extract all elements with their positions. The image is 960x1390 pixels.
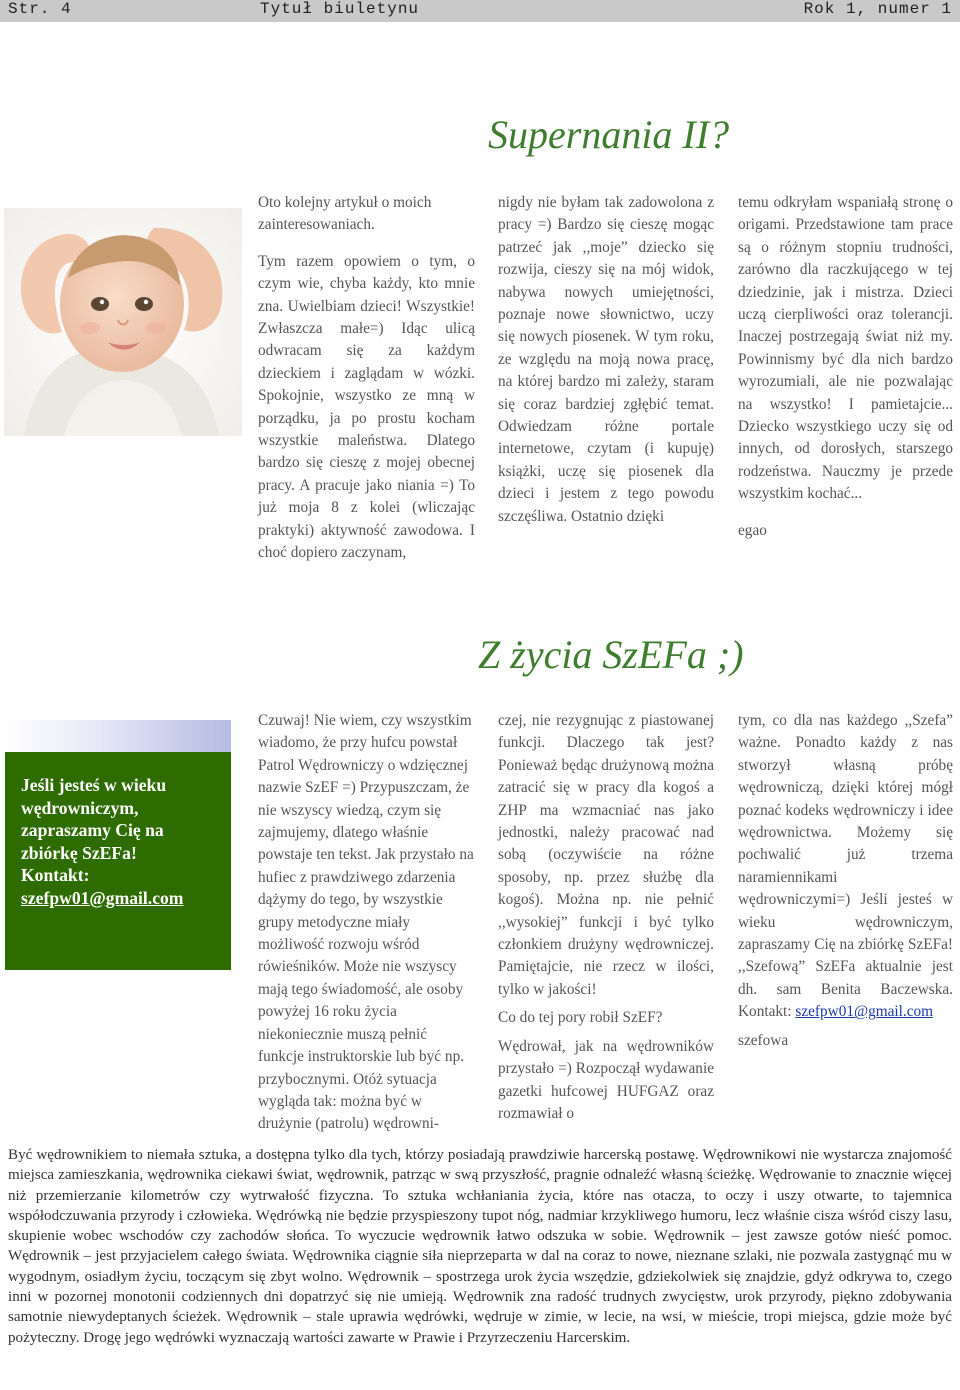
article1-column-1	[258, 192, 475, 569]
article2-question: Co do tej pory robił SzEF?	[498, 1009, 663, 1027]
article1-column-2	[498, 192, 714, 532]
baby-photo	[4, 208, 242, 436]
article2-body-4-text: tym, co dla nas każdego ,,Szefa” ważne. Ponadto każdy z nas stworzył własną próbę wędrowniczą, dzięki której mógł poznać kodeks wędrowniczy i idee wędrownictwa. Możemy się pochwalić już trzema naramiennikami wędrowniczymi=) Jeśli jesteś w wieku wędrowniczym, zapraszamy Cię na zbiórkę SzEFa! ,,Szefową” SzEFa aktualnie jest dh. sam Benita Baczewska. Kontakt:	[738, 712, 953, 1021]
article1-column-3	[738, 192, 953, 546]
article2-signature: szefowa	[738, 1031, 789, 1049]
article2-body-4	[738, 710, 953, 1024]
article1-intro: Oto kolejny artykuł o moich zainteresowaniach.	[258, 194, 432, 234]
article-title-supernania: Supernania II?	[488, 112, 730, 157]
page-header	[0, 0, 960, 22]
article1-body-3: temu odkryłam wspaniałą stronę o origami. Przedstawione tam prace są o różnym stopniu trudności, zarówno dla raczkującego w tej dziedzinie, jak i mistrza. Dzieci uczą cierpliwości oraz tolerancji. Inaczej postrzegają świat niż my. Powinnismy być dla nich bardzo wyrozumiali, ale nie pozwalając na wszystko! I pamietajcie... Dziecko wszystkiego uczy się od innych, od dorosłych, starszego rodzeństwa. Nauczmy je przede wszystkim kochać...	[738, 194, 953, 503]
sidebar-email-link[interactable]: szefpw01@gmail.com	[21, 887, 184, 908]
sidebar-callout	[5, 752, 231, 970]
article2-body-2: czej, nie rezygnując z piastowanej funkcji. Dlaczego tak jest? Ponieważ będąc drużynową można zatracić się w pracy dla kogoś a ZHP ma wzmacniać nas jako jednostki, należy pracować nad sobą (oczywiście na różne sposoby, np. przez służbę dla kogoś). Można np. nie pełnić ,,wysokiej” funkcji i być tylko członkiem drużyny wędrowniczej. Pamiętajcie, nie rzecz w ilości, tylko w jakości!	[498, 712, 714, 998]
sidebar-gradient-bar	[5, 720, 231, 752]
bottom-essay: Być wędrownikiem to niemała sztuka, a dostępna tylko dla tych, którzy posiadają prawdziwie harcerską postawę. Wędrownikowi nie wystarcza znajomość miejsca zamieszkania, wędrownika ciekawi świat, wędrownik, patrząc w swą przyszłość, pragnie odnaleźć własną ścieżkę. Wędrowanie to znacznie więcej niż przemierzanie kilometrów czy wytrwałość fizyczna. To sztuka wchłaniania życia, które nas otacza, to oczy i uszy otwarte, to tajemnica współodczuwania przyrody i człowieka. Wędrówką nie będzie przyspieszony tupot nóg, nadmiar krzykliwego humoru, lecz właśnie cisza wśród ciszy lasu, skupienie wobec wschodów czy zachodów słońca. To wyczucie wędrownik łatwo odszuka w sobie. Wędrownik – jest zawsze gotów nieść pomoc. Wędrownik – jest przyjacielem całego świata. Wędrownika ciągnie siła nieprzeparta w dal na coraz to nowe, nieznane szlaki, nie pozwala zastygnąć mu w wygodnym, osiadłym życiu, toczącym się zbyt wolno. Wędrownik – spostrzega urok życia wszędzie, gdziekolwiek się znajdzie, gdyż odkrywa to, czego inni w pozornej monotonii codziennych dni dopatrzyć się nie umieją. Wędrownik zna radość trudnych zwycięstw, urok przyrody, piękno zdobywania samotnie niewydeptanych ścieżek. Wędrownik – stale uprawia wędrówki, wędruje w zimie, w lecie, na wsi, w mieście, tropi miejsca, gdzie może być pożyteczny. Drogę jego wędrówki wyznaczają wartości zawarte w Prawie i Przyrzeczeniu Harcerskim.	[8, 1147, 952, 1346]
article1-signature: egao	[738, 521, 767, 539]
sidebar-invitation: Jeśli jesteś w wieku wędrowniczym, zapraszamy Cię na zbiórkę SzEFa!	[21, 775, 167, 863]
article-title-szefa: Z życia SzEFa ;)	[478, 632, 744, 677]
sidebar-contact-label: Kontakt:	[21, 865, 90, 886]
page-number: Str. 4	[8, 0, 72, 18]
issue-label: Rok 1, numer 1	[803, 0, 952, 18]
article2-body-3: Wędrował, jak na wędrowników przystało =) Rozpoczął wydawanie gazetki hufcowej HUFGAZ oraz rozmawiał o	[498, 1037, 714, 1122]
article2-column-3	[738, 710, 953, 1056]
article1-body-1: Tym razem opowiem o tym, o czym wie, chyba każdy, kto mnie zna. Uwielbiam dzieci! Wszystkie! Zwłaszcza małe=) Idąc ulicą odwracam się za każdym dzieckiem i zaglądam w wózki. Spokojnie, wszystko ze mną w porządku, ja po prostu kocham wszystkie maleństwa. Dlatego bardzo się cieszę z mojej obecnej pracy. A pracuje jako niania =) To już moja 8 z kolei (wliczając praktyki) aktywność zawodowa. I choć dopiero zaczynam,	[258, 252, 475, 562]
article2-email-link[interactable]: szefpw01@gmail.com	[795, 1003, 934, 1021]
article2-body-1: Czuwaj! Nie wiem, czy wszystkim wiadomo, że przy hufcu powstał Patrol Wędrowniczy o wdzięcznej nazwie SzEF =) Przypuszczam, że nie wszyscy wiedzą, czym się zajmujemy, dlatego właśnie powstaje ten tekst. Jak przystało na hufiec z prawdziwego zdarzenia dążymy do tego, by wszystkie grupy metodyczne miały możliwość rozwoju wśród rówieśników. Może nie wszyscy mają tego świadomość, ale osoby powyżej 16 roku życia niekoniecznie muszą pełnić funkcje instruktorskie lub być np. przybocznymi. Otóż sytuacja wygląda tak: można być w drużynie (patrolu) wędrowni-	[258, 712, 474, 1133]
article1-body-2: nigdy nie byłam tak zadowolona z pracy =) Bardzo się cieszę mogąc patrzeć jak ,,moje” dziecko się rozwija, cieszy się na mój widok, nabywa nowych umiejętności, poznaje nowe słownictwo, uczy się nowych piosenek. W tym roku, ze względu na moją nowa pracę, na której bardzo mi zależy, staram się coraz bardziej zgłębić temat. Odwiedzam różne portale internetowe, czytam (i kupuję) książki, uczę się piosenek dla dzieci i jestem z tego powodu szczęśliwa. Ostatnio dzięki	[498, 194, 714, 525]
article2-column-1	[258, 710, 475, 1140]
newsletter-title: Tytuł biuletynu	[260, 0, 420, 18]
article2-column-2	[498, 710, 714, 1129]
